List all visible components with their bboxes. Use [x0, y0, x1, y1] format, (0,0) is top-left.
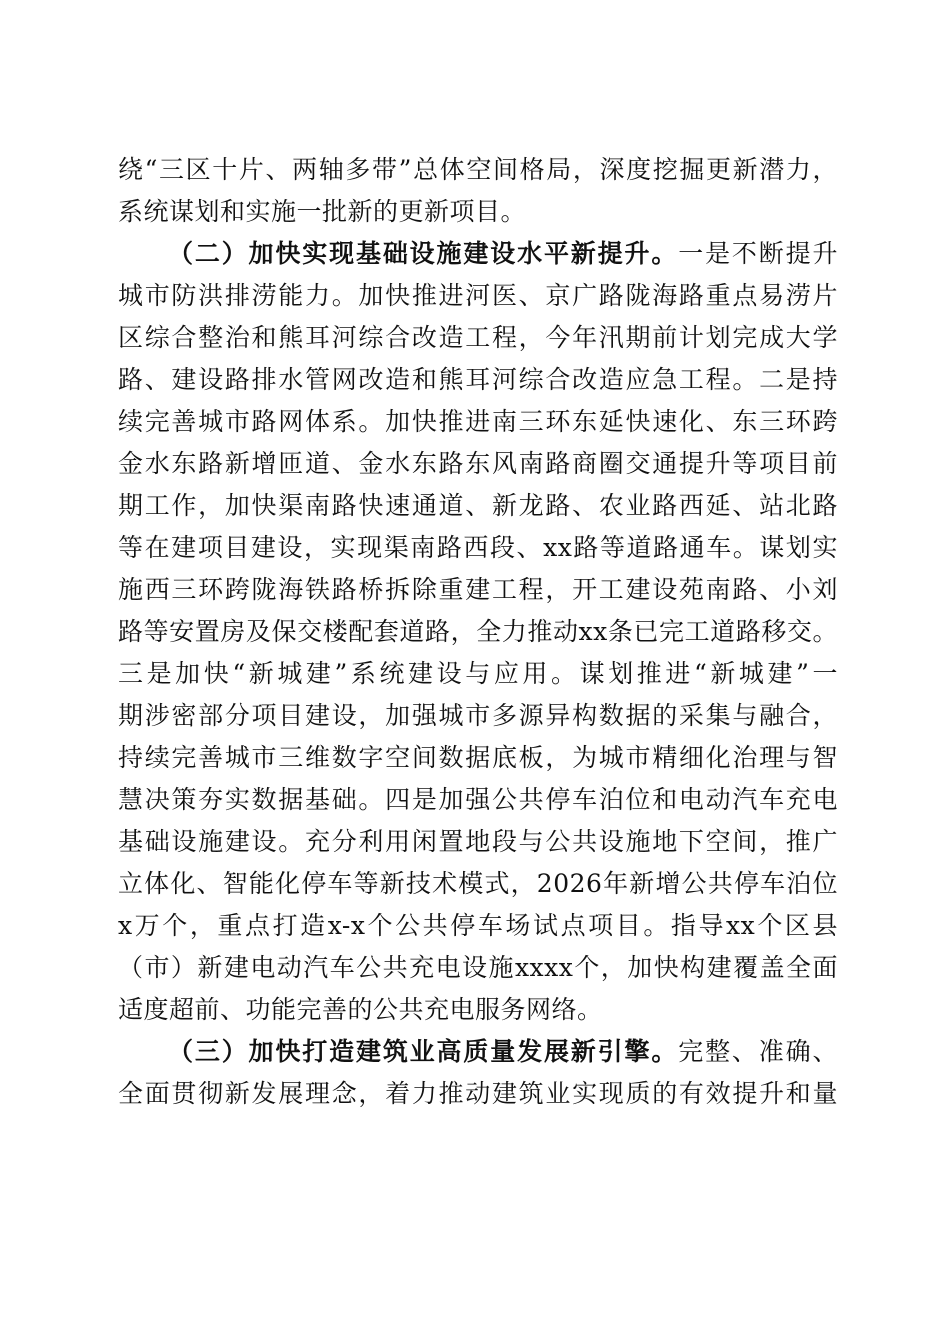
paragraph-3-first-line-rest: 完整、准确、: [678, 1037, 838, 1066]
paragraph-3-line-2: 全面贯彻新发展理念，着力推动建筑业实现质的有效提升和量: [118, 1079, 838, 1108]
paragraph-2-line-10: 路等安置房及保交楼配套道路，全力推动xx条已完工道路移交。: [118, 617, 838, 646]
paragraph-2-line-8: 等在建项目建设，实现渠南路西段、xx路等道路通车。谋划实: [118, 533, 838, 562]
paragraph-2-line-17: x万个，重点打造x-x个公共停车场试点项目。指导xx个区县: [118, 911, 838, 940]
paragraph-2-line-4: 路、建设路排水管网改造和熊耳河综合改造应急工程。二是持: [118, 365, 838, 394]
section-2-heading: （二）加快实现基础设施建设水平新提升。: [168, 239, 679, 268]
paragraph-3-line-1: [168, 1037, 838, 1067]
paragraph-2-first-line-rest: 一是不断提升: [678, 239, 838, 268]
paragraph-2-line-19: 适度超前、功能完善的公共充电服务网络。: [118, 995, 603, 1024]
paragraph-2-line-9: 施西三环跨陇海铁路桥拆除重建工程，开工建设苑南路、小刘: [118, 575, 838, 604]
paragraph-2-line-3: 区综合整治和熊耳河综合改造工程，今年汛期前计划完成大学: [118, 323, 838, 352]
paragraph-2-line-14: 慧决策夯实数据基础。四是加强公共停车泊位和电动汽车充电: [118, 785, 838, 814]
paragraph-2-line-12: 期涉密部分项目建设，加强城市多源异构数据的采集与融合，: [118, 701, 838, 730]
paragraph-2-line-18: （市）新建电动汽车公共充电设施xxxx个，加快构建覆盖全面: [118, 953, 838, 982]
paragraph-2-line-7: 期工作，加快渠南路快速通道、新龙路、农业路西延、站北路: [118, 491, 838, 520]
paragraph-2-line-15: 基础设施建设。充分利用闲置地段与公共设施地下空间，推广: [118, 827, 838, 856]
paragraph-2-line-1: [168, 239, 838, 269]
paragraph-2-line-11: 三是加快“新城建”系统建设与应用。谋划推进“新城建”一: [118, 659, 838, 688]
paragraph-1-line-2: 系统谋划和实施一批新的更新项目。: [118, 197, 527, 226]
paragraph-1-line-1: 绕“三区十片、两轴多带”总体空间格局，深度挖掘更新潜力，: [118, 155, 838, 184]
section-3-heading: （三）加快打造建筑业高质量发展新引擎。: [168, 1037, 679, 1066]
paragraph-2-line-2: 城市防洪排涝能力。加快推进河医、京广路陇海路重点易涝片: [118, 281, 838, 310]
paragraph-2-line-6: 金水东路新增匝道、金水东路东风南路商圈交通提升等项目前: [118, 449, 838, 478]
paragraph-2-line-16: 立体化、智能化停车等新技术模式，2026年新增公共停车泊位: [118, 869, 838, 898]
paragraph-2-line-13: 持续完善城市三维数字空间数据底板，为城市精细化治理与智: [118, 743, 838, 772]
paragraph-2-line-5: 续完善城市路网体系。加快推进南三环东延快速化、东三环跨: [118, 407, 838, 436]
